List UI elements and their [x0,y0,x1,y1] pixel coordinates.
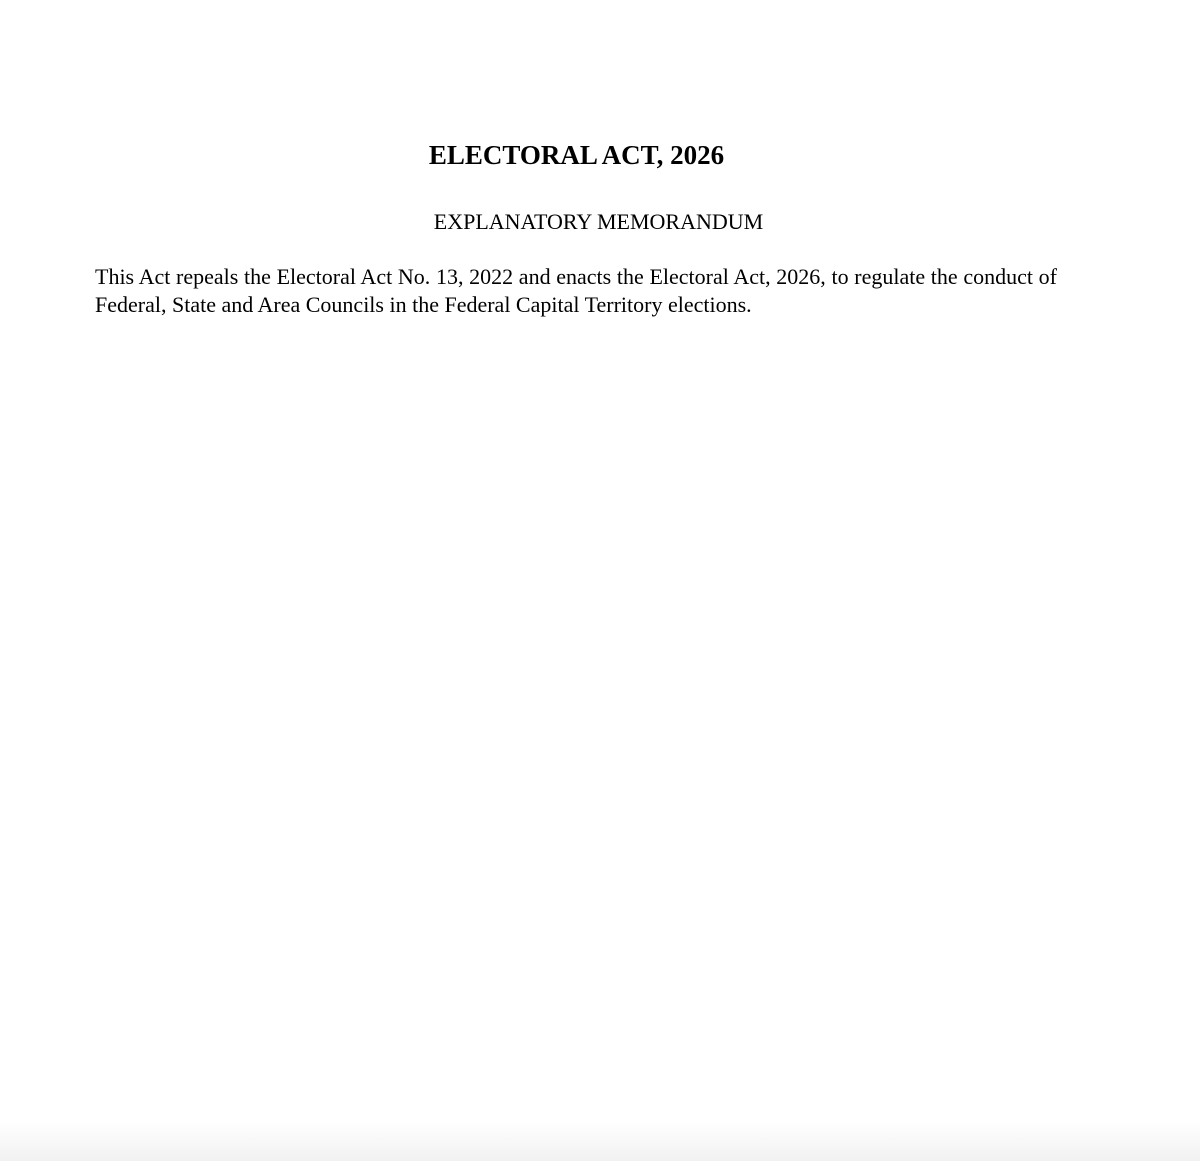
memorandum-paragraph: This Act repeals the Electoral Act No. 13, 2022 and enacts the Electoral Act, 2026, to regulate the conduct of Federal, State and Area Councils in the Federal Capital Territory elections. [95,264,1057,317]
document-title: ELECTORAL ACT, 2026 [428,140,725,170]
page-bottom-shadow [0,1121,1200,1161]
document-subtitle: EXPLANATORY MEMORANDUM [433,209,764,234]
